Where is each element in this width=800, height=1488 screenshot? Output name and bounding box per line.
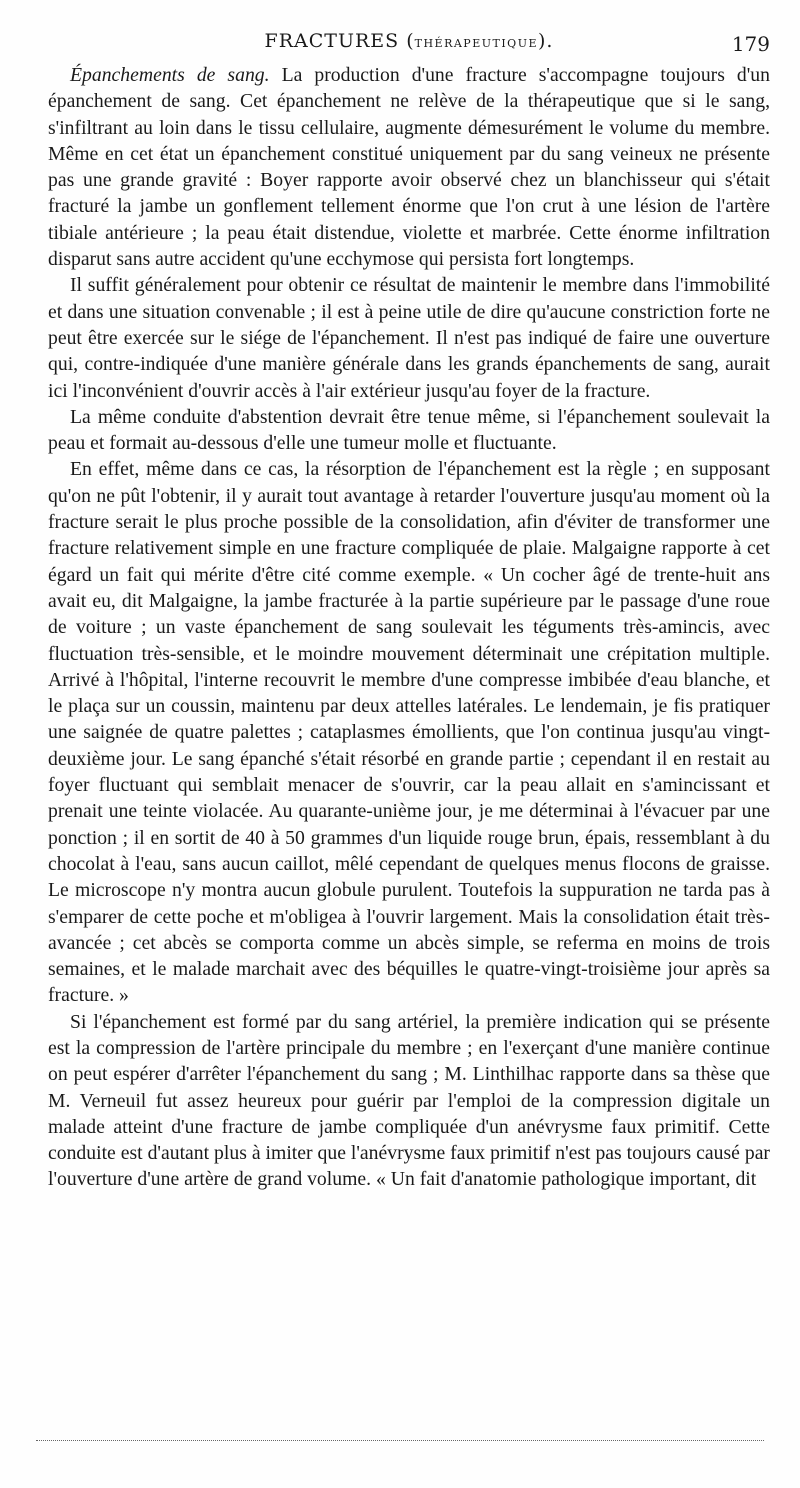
page-number: 179	[731, 32, 770, 56]
paragraph-4	[48, 456, 770, 1008]
section-heading-italic: Épanchements de sang.	[70, 64, 270, 86]
running-header	[48, 30, 770, 60]
header-title-small-caps: THÉRAPEUTIQUE	[414, 37, 538, 50]
paragraph-5	[48, 1009, 770, 1193]
paragraph-4-text: En effet, même dans ce cas, la résorption de l'épanchement est la règle ; en supposant qu'on ne pût l'obtenir, il y aurait tout avantage à retarder l'ouverture jusqu'au moment où la fracture serait le plus proche possible de la consolidation, afin d'éviter de transformer une fracture relativement simple en une fracture compliquée de plaie. Malgaigne rapporte à cet égard un fait qui mérite d'être cité comme exemple. « Un cocher âgé de trente-huit ans avait eu, dit Malgaigne, la jambe fracturée à la partie supérieure par le passage d'une roue de voiture ; un vaste épanchement de sang soulevait les téguments très-amincis, avec fluctuation très-sensible, et le moindre mouvement déterminait une crépitation multiple. Arrivé à l'hôpital, l'interne recouvrit le membre d'une compresse imbibée d'eau blanche, et le plaça sur un coussin, maintenu par deux attelles latérales. Le lendemain, je fis pratiquer une saignée de quatre palettes ; cataplasmes émollients, que l'on continua jusqu'au vingt-deuxième jour. Le sang épanché s'était résorbé en grande partie ; cependant il en restait au foyer fluctuant qui semblait menacer de s'ouvrir, car la peau allait en s'amincissant et prenait une teinte violacée. Au quarante-unième jour, je me déterminai à l'évacuer par une ponction ; il en sortit de 40 à 50 grammes d'un liquide rouge brun, épais, ressemblant à du chocolat à l'eau, sans aucun caillot, mêlé cependant de quelques menus flocons de graisse. Le microscope n'y montra aucun globule purulent. Toutefois la suppuration ne tarda pas à s'emparer de cette poche et m'obligea à l'ouvrir largement. Mais la consolidation était très-avancée ; cet abcès se comporta comme un abcès simple, se referma en moins de trois semaines, et le malade marchait avec des béquilles le quatre-vingt-troisième jour après sa fracture. »	[48, 458, 770, 1007]
body-text	[48, 62, 770, 1193]
paragraph-2-text: Il suffit généralement pour obtenir ce résultat de maintenir le membre dans l'immobilité et dans une situation convenable ; il est à peine utile de dire qu'aucune constriction forte ne peut être exercée sur le siége de l'épanchement. Il n'est pas indiqué de faire une ouverture qui, contre-indiquée d'une manière générale dans les grands épanchements de sang, aurait ici l'inconvénient d'ouvrir accès à l'air extérieur jusqu'au foyer de la fracture.	[48, 274, 770, 402]
paragraph-5-text: Si l'épanchement est formé par du sang artériel, la première indication qui se présente est la compression de l'artère principale du membre ; en l'exerçant d'une manière continue on peut espérer d'arrêter l'épanchement du sang ; M. Linthilhac rapporte dans sa thèse que M. Verneuil fut assez heureux pour guérir par l'emploi de la compression digitale un malade atteint d'une fracture de jambe compliquée d'un anévrysme faux primitif. Cette conduite est d'autant plus à imiter que l'anévrysme faux primitif n'est pas toujours causé par l'ouverture d'une artère de grand volume. « Un fait d'anatomie pathologique important, dit	[48, 1010, 770, 1191]
header-title	[48, 30, 770, 52]
paragraph-1	[48, 62, 770, 272]
paragraph-1-text: La production d'une fracture s'accompagne toujours d'un épanchement de sang. Cet épanchement ne relève de la thérapeutique que si le sang, s'infiltrant au loin dans le tissu cellulaire, augmente démesurément le volume du membre. Même en cet état un épanchement constitué uniquement par du sang veineux ne présente pas une grande gravité : Boyer rapporte avoir observé chez un blanchisseur qui s'était fracturé la jambe un gonflement tellement énorme que l'on crut à une lésion de l'artère tibiale antérieure ; la peau était distendue, violette et marbrée. Cette énorme infiltration disparut sans autre accident qu'une ecchymose qui persista fort longtemps.	[48, 64, 770, 271]
paragraph-2	[48, 272, 770, 403]
paragraph-3-text: La même conduite d'abstention devrait être tenue même, si l'épanchement soulevait la peau et formait au-dessous d'elle une tumeur molle et fluctuante.	[48, 405, 770, 455]
header-title-end: ).	[538, 30, 554, 52]
header-title-main: FRACTURES (	[264, 30, 415, 52]
paragraph-3	[48, 404, 770, 457]
footer-dotted-rule	[36, 1440, 764, 1447]
